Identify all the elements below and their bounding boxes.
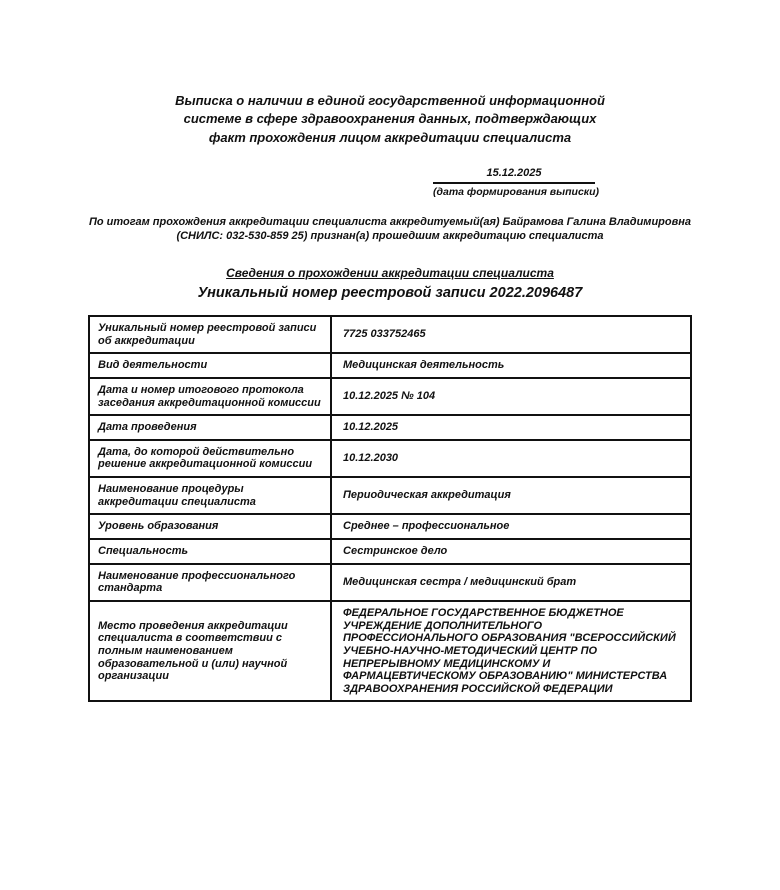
row-value: Медицинская сестра / медицинский брат xyxy=(331,564,691,601)
document-title: Выписка о наличии в единой государственной информационной системе в сфере здравоохранения данных, подтверждающих факт прохождения лицом аккредитации специалиста xyxy=(175,93,605,145)
table-row xyxy=(89,378,691,415)
row-value: 10.12.2025 xyxy=(331,415,691,440)
table-row xyxy=(89,514,691,539)
accreditation-table xyxy=(88,315,692,702)
table-row xyxy=(89,477,691,514)
row-label: Дата проведения xyxy=(89,415,331,440)
row-value: ФЕДЕРАЛЬНОЕ ГОСУДАРСТВЕННОЕ БЮДЖЕТНОЕ УЧРЕЖДЕНИЕ ДОПОЛНИТЕЛЬНОГО ПРОФЕССИОНАЛЬНОГО ОБРАЗОВАНИЯ "ВСЕРОССИЙСКИЙ УЧЕБНО-НАУЧНО-МЕТОДИЧЕСКИЙ ЦЕНТР ПО НЕПРЕРЫВНОМУ МЕДИЦИНСКОМУ И ФАРМАЦЕВТИЧЕСКОМУ ОБРАЗОВАНИЮ" МИНИСТЕРСТВА ЗДРАВООХРАНЕНИЯ РОССИЙСКОЙ ФЕДЕРАЦИИ xyxy=(331,601,691,701)
row-value: Среднее – профессиональное xyxy=(331,514,691,539)
table-row xyxy=(89,316,691,353)
record-number-heading: Уникальный номер реестровой записи 2022.2096487 xyxy=(197,285,583,301)
row-label: Уровень образования xyxy=(89,514,331,539)
intro-paragraph: По итогам прохождения аккредитации специалиста аккредитуемый(ая) Байрамова Галина Владимировна (СНИЛС: 032-530-859 25) признан(а) прошедшим аккредитацию специалиста xyxy=(88,216,692,242)
row-label: Наименование процедуры аккредитации специалиста xyxy=(89,477,331,514)
row-label: Наименование профессионального стандарта xyxy=(89,564,331,601)
row-value: 7725 033752465 xyxy=(331,316,691,353)
row-label: Место проведения аккредитации специалиста в соответствии с полным наименованием образовательной и (или) научной организации xyxy=(89,601,331,701)
table-row xyxy=(89,440,691,477)
issue-date-caption: (дата формирования выписки) xyxy=(433,186,600,198)
row-label: Дата и номер итогового протокола заседания аккредитационной комиссии xyxy=(89,378,331,415)
row-label: Дата, до которой действительно решение аккредитационной комиссии xyxy=(89,440,331,477)
row-label: Уникальный номер реестровой записи об аккредитации xyxy=(89,316,331,353)
table-row xyxy=(89,601,691,701)
row-value: Сестринское дело xyxy=(331,539,691,564)
table-row xyxy=(89,539,691,564)
row-label: Специальность xyxy=(89,539,331,564)
issue-date-value: 15.12.2025 xyxy=(486,167,542,179)
row-value: 10.12.2025 № 104 xyxy=(331,378,691,415)
table-row xyxy=(89,564,691,601)
row-value: Периодическая аккредитация xyxy=(331,477,691,514)
issue-date-block xyxy=(433,167,600,198)
row-value: Медицинская деятельность xyxy=(331,353,691,378)
row-label: Вид деятельности xyxy=(89,353,331,378)
section-heading: Сведения о прохождении аккредитации специалиста xyxy=(226,266,554,280)
accreditation-table-body xyxy=(89,316,691,701)
row-value: 10.12.2030 xyxy=(331,440,691,477)
table-row xyxy=(89,353,691,378)
table-row xyxy=(89,415,691,440)
